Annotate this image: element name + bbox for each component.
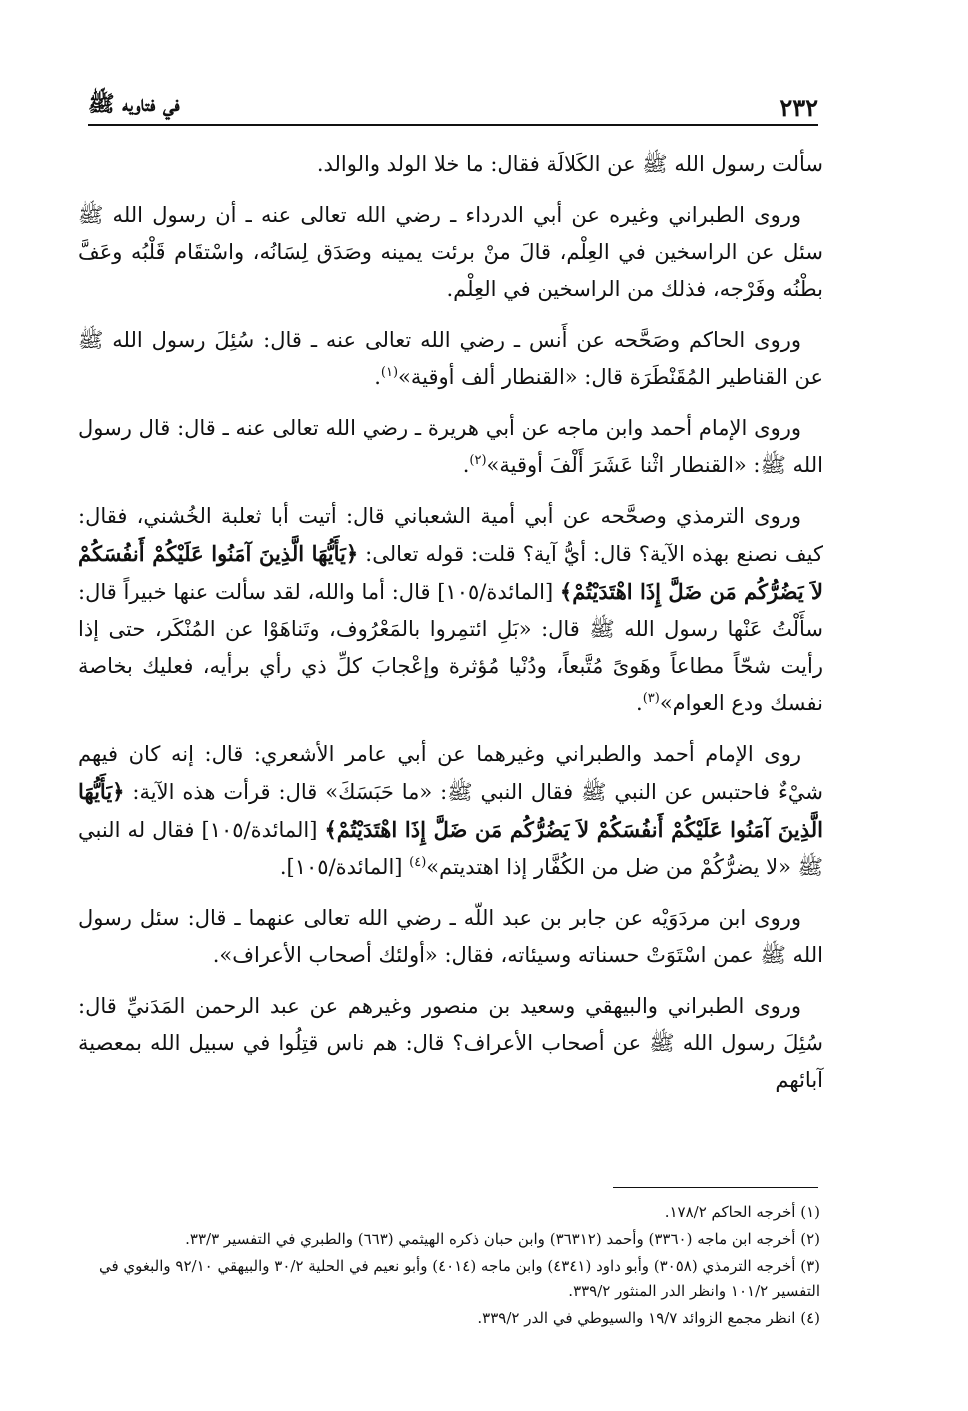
paragraph [78, 146, 823, 183]
paragraph-text: وروى الطبراني وغيره عن أبي الدرداء ـ رضي الله تعالى عنه ـ أن رسول الله ﷺ سئل عن الراسخين في العِلْم، قالَ منْ برئت يمينه وصَدَق لِسَانُه، واسْتقَام قَلْبُه وعَفَّ بطْنُه وفَرْجه، فذلك من الراسخين في العِلْم. [78, 203, 823, 301]
quran-verse: ﴿يَأَيُّهَا الَّذِينَ آمَنُوا عَلَيْكُمْ أَنفُسَكُمْ لاَ يَضُرُّكُم مَن ضَلَّ إِذَا اهْتَدَيْتُمْ﴾ [78, 541, 823, 604]
footnote: (٢) أخرجه ابن ماجه (٣٣٦٠) وأحمد (٣٦٣١٢) وابن حبان ذكره الهيثمي (٦٦٣) والطبري في التفسير ٣٣/٣. [185, 1230, 820, 1248]
footnote: (٣) أخرجه الترمذي (٣٠٥٨) وأبو داود (٤٣٤١) وابن ماجه (٤٠١٤) وأبو نعيم في الحلية ٣٠/٢ والبيهقي ٩٢/١٠ والبغوي في التفسير ١٠١/٢ وانظر الدر المنثور ٣٣٩/٢. [98, 1257, 820, 1300]
paragraph-text: وروى الإمام أحمد وابن ماجه عن أبي هريرة ـ رضي الله تعالى عنه ـ قال: قال رسول الله ﷺ: «القنطار اثْنا عَشَرَ أَلْفَ أوقية» [78, 416, 823, 477]
paragraph-text: وروى الطبراني والبيهقي وسعيد بن منصور وغيرهم عن عبد الرحمن المَدَنيِّ قال: سُئِلَ رسول الله ﷺ عن أصحاب الأعراف؟ قال: هم ناس قتِلُوا في سبيل الله بمعصية آبائهم [78, 994, 823, 1092]
paragraph [78, 736, 823, 886]
paragraph-text: روى الإمام أحمد والطبراني وغيرهما عن أبي عامر الأشعري: قال: إنه كان فيهم شيْءٌ فاحتبس عن النبي ﷺ فقال النبي ﷺ: «ما حَبَسَكَ» قال: قرأت هذه الآية: [78, 742, 823, 804]
paragraph [78, 498, 823, 722]
paragraph [78, 197, 823, 308]
footnote: (١) أخرجه الحاكم ١٧٨/٢. [664, 1203, 820, 1221]
paragraph-text: . [374, 365, 381, 389]
paragraph-text: سألت رسول الله ﷺ عن الكَلالَة فقال: ما خلا الولد والوالد. [316, 152, 823, 176]
paragraph-text: [المائدة/١٠٥] قال: أما والله، لقد سألت عنها خبيراً قال: سأَلْتُ عَنْها رسول الله ﷺ قال: «بَلِ ائتمِروا بالمَعْرُوف، وتَناهَوْا عن المُنْكَر، حتى إذا رأيت شحّاً مطاعاً وهَوىً مُتَّبعاً، ودُنْيا مُؤثرة وإعْجابَ كلِّ ذي رأي برأيه، فعليك بخاصة نفسك ودع العوام» [78, 580, 823, 715]
quran-verse: ﴿يَأَيُّهَا الَّذِينَ آمَنُوا عَلَيْكُمْ أَنفُسَكُمْ لاَ يَضُرُّكُم مَن ضَلَّ إِذَا اهْتَدَيْتُمْ﴾ [78, 779, 824, 842]
paragraph [78, 988, 823, 1099]
main-text [78, 146, 823, 1113]
footnote: (٤) انظر مجمع الزوائد ١٩/٧ والسيوطي في الدر ٣٣٩/٢. [477, 1309, 820, 1327]
paragraph-text: [المائدة/١٠٥] فقال له النبي ﷺ «لا يضرُّكُمْ من ضل من الكُفَّار إذا اهتديتم» [78, 818, 823, 879]
running-header-title: في فتاويه ﷺ [88, 91, 180, 117]
footnotes [78, 1200, 820, 1333]
footnote-reference: (٣) [642, 691, 660, 706]
paragraph-text: وروى ابن مردَوَيْه عن جابر بن عبد اللّه ـ رضي الله تعالى عنهما ـ قال: سئل رسول الله ﷺ عمن اسْتَوَتْ حسناته وسيئاته، فقال: «أولئك أصحاب الأعراف». [78, 906, 823, 967]
paragraph [78, 410, 823, 484]
paragraph [78, 322, 823, 396]
paragraph-text: . [462, 453, 470, 477]
paragraph-text: [المائدة/١٠٥]. [279, 855, 410, 879]
paragraph-text: وروى الترمذي وصحَّحه عن أبي أمية الشعباني قال: أتيت أبا ثعلبة الخُشني، فقال: كيف نصنع بهذه الآية؟ قال: أيُّ آية؟ قلت: قوله تعالى: [78, 504, 823, 566]
footnote-rule [613, 1187, 818, 1188]
footnote-reference: (٤) [409, 855, 427, 870]
page-number: ٢٣٢ [779, 93, 818, 122]
page-header [88, 78, 818, 122]
paragraph-text: . [636, 691, 643, 715]
footnote-reference: (٢) [469, 453, 487, 468]
footnote-reference: (١) [380, 365, 399, 380]
paragraph-text: وروى الحاكم وصَحَّحه عن أَنس ـ رضي الله تعالى عنه ـ قال: سُئِلَ رسول الله ﷺ عن القناطير المُقَنْطَرَة قال: «القنطار ألف أوقية» [78, 328, 823, 389]
header-rule [88, 124, 818, 126]
paragraph [78, 900, 823, 974]
